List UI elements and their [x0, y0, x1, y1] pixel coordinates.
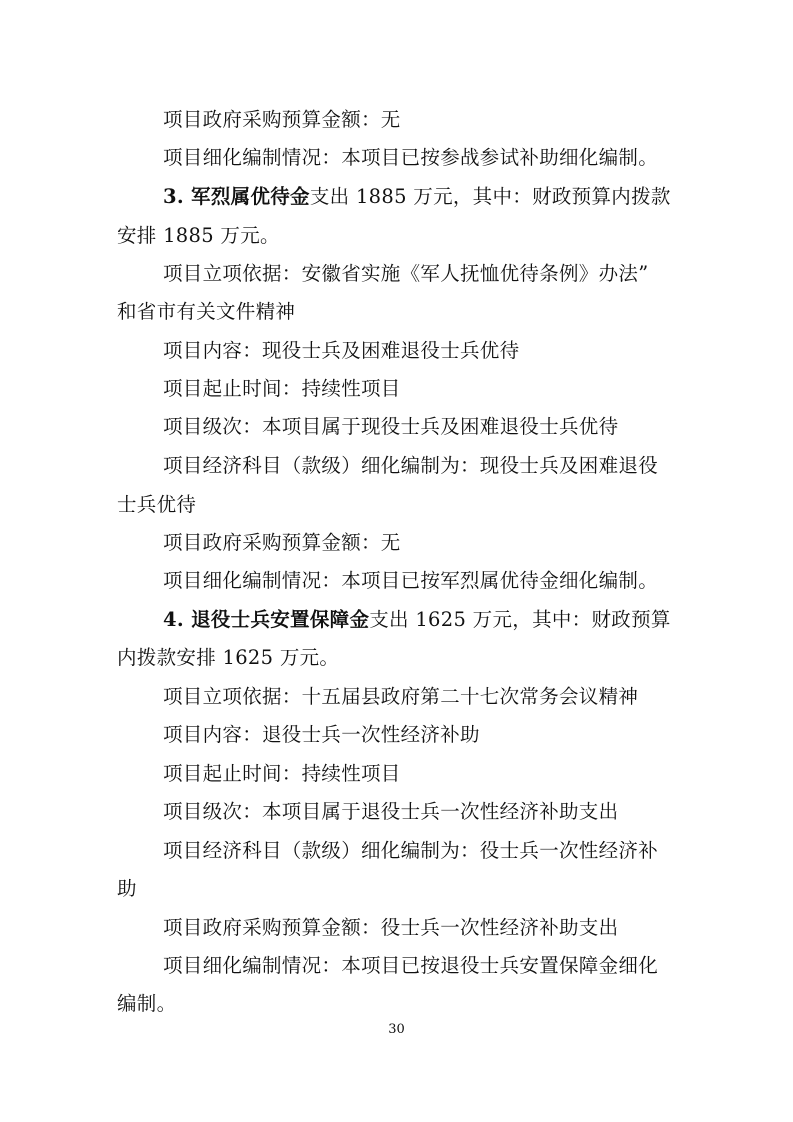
- text-line: 项目政府采购预算金额：无: [163, 531, 401, 554]
- text-line: 编制。: [117, 992, 177, 1015]
- text-line: 项目内容：现役士兵及困难退役士兵优待: [163, 339, 520, 362]
- text-line: 项目细化编制情况：本项目已按退役士兵安置保障金细化: [163, 954, 659, 977]
- text-line: 项目政府采购预算金额：无: [163, 108, 401, 131]
- text-line: 项目起止时间：持续性项目: [163, 762, 401, 785]
- text-line: 项目立项依据：十五届县政府第二十七次常务会议精神: [163, 685, 639, 708]
- text-line: 项目级次：本项目属于退役士兵一次性经济补助支出: [163, 800, 619, 823]
- text-line: 内拨款安排 1625 万元。: [117, 646, 340, 669]
- text-line: 项目立项依据：安徽省实施《军人抚恤优待条例》办法”: [163, 262, 649, 285]
- text-line: 和省市有关文件精神: [117, 300, 296, 323]
- page-number: 30: [388, 1022, 405, 1037]
- section-heading-line: 3. 军烈属优待金支出 1885 万元，其中：财政预算内拨款: [163, 185, 671, 208]
- text-line: 项目政府采购预算金额：役士兵一次性经济补助支出: [163, 916, 619, 939]
- text-line: 助: [117, 877, 137, 900]
- section-heading: 4. 退役士兵安置保障金: [163, 608, 370, 631]
- section-heading: 3. 军烈属优待金: [163, 185, 310, 208]
- text-line: 项目细化编制情况：本项目已按参战参试补助细化编制。: [163, 146, 659, 169]
- text-line: 项目经济科目（款级）细化编制为：现役士兵及困难退役: [163, 454, 659, 477]
- text-line: 士兵优待: [117, 493, 197, 516]
- section-heading-line: 4. 退役士兵安置保障金支出 1625 万元，其中：财政预算: [163, 608, 671, 631]
- text-line: 安排 1885 万元。: [117, 224, 280, 247]
- text-line: 项目级次：本项目属于现役士兵及困难退役士兵优待: [163, 415, 619, 438]
- text-line: 项目细化编制情况：本项目已按军烈属优待金细化编制。: [163, 569, 659, 592]
- text-line: 项目起止时间：持续性项目: [163, 377, 401, 400]
- text-line: 项目经济科目（款级）细化编制为：役士兵一次性经济补: [163, 839, 659, 862]
- text-line: 项目内容：退役士兵一次性经济补助: [163, 723, 480, 746]
